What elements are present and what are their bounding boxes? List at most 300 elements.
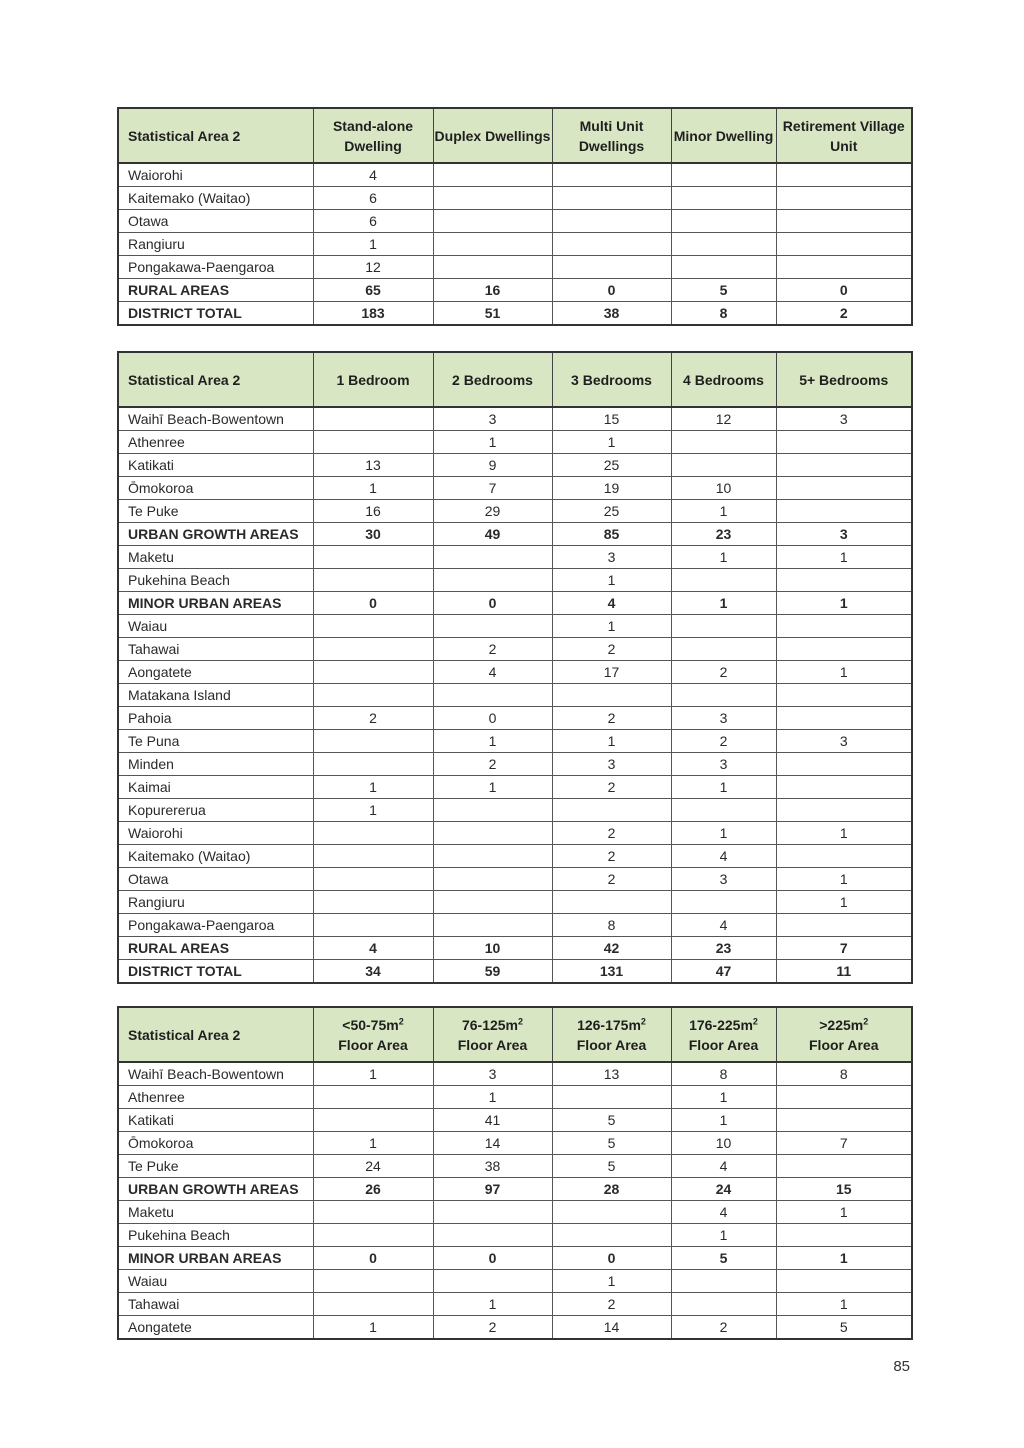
- area-name-cell: Athenree: [118, 1086, 313, 1109]
- value-cell: 1: [313, 477, 433, 500]
- value-cell: 85: [552, 523, 671, 546]
- table-row: [118, 546, 912, 569]
- value-cell: [313, 822, 433, 845]
- value-cell: [313, 730, 433, 753]
- value-cell: [671, 615, 776, 638]
- value-cell: [776, 454, 912, 477]
- value-cell: [552, 163, 671, 187]
- value-cell: [313, 431, 433, 454]
- value-cell: 10: [671, 1132, 776, 1155]
- value-cell: [671, 454, 776, 477]
- area-name-cell: Rangiuru: [118, 233, 313, 256]
- value-cell: 2: [433, 1316, 552, 1340]
- value-cell: 5: [671, 279, 776, 302]
- value-cell: [313, 1224, 433, 1247]
- value-cell: 2: [552, 638, 671, 661]
- table-row: [118, 1201, 912, 1224]
- area-name-cell: Maketu: [118, 546, 313, 569]
- value-cell: 16: [313, 500, 433, 523]
- area-name-cell: Waiorohi: [118, 822, 313, 845]
- column-header: Retirement Village Unit: [776, 108, 912, 163]
- area-name-cell: Aongatete: [118, 1316, 313, 1340]
- column-header: 5+ Bedrooms: [776, 352, 912, 407]
- value-cell: [313, 407, 433, 431]
- area-name-cell: Waiau: [118, 615, 313, 638]
- value-cell: 131: [552, 960, 671, 984]
- value-cell: 1: [313, 1132, 433, 1155]
- value-cell: 38: [552, 302, 671, 326]
- value-cell: 2: [433, 638, 552, 661]
- value-cell: 2: [313, 707, 433, 730]
- area-name-cell: Ōmokoroa: [118, 1132, 313, 1155]
- column-header: $176-225m^2$ Floor Area: [671, 1007, 776, 1062]
- table-row: [118, 776, 912, 799]
- value-cell: [433, 868, 552, 891]
- value-cell: 14: [433, 1132, 552, 1155]
- value-cell: 9: [433, 454, 552, 477]
- value-cell: 1: [776, 1201, 912, 1224]
- value-cell: [433, 684, 552, 707]
- value-cell: 47: [671, 960, 776, 984]
- total-row: [118, 960, 912, 984]
- value-cell: [313, 661, 433, 684]
- column-header: Duplex Dwellings: [433, 108, 552, 163]
- value-cell: [776, 684, 912, 707]
- value-cell: 3: [671, 753, 776, 776]
- value-cell: 2: [433, 753, 552, 776]
- area-name-cell: MINOR URBAN AREAS: [118, 1247, 313, 1270]
- table-row: [118, 1109, 912, 1132]
- table-row: [118, 615, 912, 638]
- value-cell: 16: [433, 279, 552, 302]
- value-cell: [776, 638, 912, 661]
- value-cell: [313, 1293, 433, 1316]
- bedroom-count-table: [117, 351, 913, 984]
- area-name-cell: Te Puna: [118, 730, 313, 753]
- value-cell: 4: [671, 1155, 776, 1178]
- area-name-cell: DISTRICT TOTAL: [118, 960, 313, 984]
- area-name-cell: Waiau: [118, 1270, 313, 1293]
- value-cell: [433, 822, 552, 845]
- value-cell: 12: [671, 407, 776, 431]
- value-cell: 3: [552, 546, 671, 569]
- value-cell: [671, 1270, 776, 1293]
- value-cell: [313, 1086, 433, 1109]
- table-row: [118, 638, 912, 661]
- value-cell: 17: [552, 661, 671, 684]
- value-cell: [671, 1293, 776, 1316]
- value-cell: 1: [671, 1109, 776, 1132]
- column-header: 1 Bedroom: [313, 352, 433, 407]
- value-cell: 3: [433, 1062, 552, 1086]
- total-row: [118, 523, 912, 546]
- value-cell: 41: [433, 1109, 552, 1132]
- value-cell: 1: [552, 730, 671, 753]
- area-name-cell: Kaitemako (Waitao): [118, 187, 313, 210]
- value-cell: [671, 256, 776, 279]
- value-cell: [552, 684, 671, 707]
- value-cell: [776, 845, 912, 868]
- value-cell: [552, 799, 671, 822]
- value-cell: 59: [433, 960, 552, 984]
- value-cell: 4: [313, 937, 433, 960]
- value-cell: 0: [433, 1247, 552, 1270]
- value-cell: [433, 914, 552, 937]
- value-cell: 1: [671, 1224, 776, 1247]
- value-cell: [313, 891, 433, 914]
- area-name-cell: Aongatete: [118, 661, 313, 684]
- value-cell: 2: [552, 868, 671, 891]
- value-cell: 3: [671, 707, 776, 730]
- value-cell: [671, 163, 776, 187]
- value-cell: [776, 210, 912, 233]
- value-cell: 1: [776, 822, 912, 845]
- value-cell: [671, 891, 776, 914]
- area-name-cell: Te Puke: [118, 1155, 313, 1178]
- value-cell: 0: [313, 1247, 433, 1270]
- value-cell: [776, 256, 912, 279]
- value-cell: 49: [433, 523, 552, 546]
- value-cell: 2: [776, 302, 912, 326]
- value-cell: [313, 684, 433, 707]
- value-cell: [552, 233, 671, 256]
- area-name-cell: Waihī Beach-Bowentown: [118, 407, 313, 431]
- column-header: Multi Unit Dwellings: [552, 108, 671, 163]
- value-cell: 97: [433, 1178, 552, 1201]
- value-cell: 15: [552, 407, 671, 431]
- value-cell: 25: [552, 500, 671, 523]
- table-row: [118, 1155, 912, 1178]
- value-cell: 2: [552, 707, 671, 730]
- area-name-cell: Rangiuru: [118, 891, 313, 914]
- value-cell: 7: [776, 937, 912, 960]
- value-cell: [313, 546, 433, 569]
- value-cell: [433, 187, 552, 210]
- value-cell: 51: [433, 302, 552, 326]
- value-cell: 0: [433, 707, 552, 730]
- total-row: [118, 937, 912, 960]
- value-cell: 1: [433, 730, 552, 753]
- area-name-cell: Te Puke: [118, 500, 313, 523]
- value-cell: [776, 1086, 912, 1109]
- value-cell: 5: [671, 1247, 776, 1270]
- table-row: [118, 661, 912, 684]
- value-cell: [313, 753, 433, 776]
- area-name-cell: URBAN GROWTH AREAS: [118, 523, 313, 546]
- table-row: [118, 500, 912, 523]
- area-name-cell: Kopurererua: [118, 799, 313, 822]
- value-cell: 0: [313, 592, 433, 615]
- value-cell: 8: [776, 1062, 912, 1086]
- value-cell: 1: [776, 868, 912, 891]
- value-cell: 4: [313, 163, 433, 187]
- table-row: [118, 868, 912, 891]
- dwelling-type-table: [117, 107, 913, 326]
- value-cell: 10: [671, 477, 776, 500]
- table-row: [118, 1086, 912, 1109]
- area-name-cell: Tahawai: [118, 638, 313, 661]
- total-row: [118, 1247, 912, 1270]
- value-cell: 29: [433, 500, 552, 523]
- total-row: [118, 302, 912, 326]
- column-header: Statistical Area 2: [118, 108, 313, 163]
- value-cell: 1: [552, 431, 671, 454]
- value-cell: [776, 477, 912, 500]
- value-cell: [671, 799, 776, 822]
- value-cell: 13: [552, 1062, 671, 1086]
- value-cell: 2: [671, 1316, 776, 1340]
- area-name-cell: Kaitemako (Waitao): [118, 845, 313, 868]
- column-header: $76-125m^2$ Floor Area: [433, 1007, 552, 1062]
- value-cell: [776, 776, 912, 799]
- value-cell: 2: [552, 1293, 671, 1316]
- value-cell: [313, 638, 433, 661]
- value-cell: 19: [552, 477, 671, 500]
- value-cell: 1: [552, 569, 671, 592]
- value-cell: 1: [313, 799, 433, 822]
- value-cell: [776, 615, 912, 638]
- value-cell: [776, 163, 912, 187]
- area-name-cell: Pukehina Beach: [118, 569, 313, 592]
- value-cell: [552, 256, 671, 279]
- area-name-cell: Katikati: [118, 1109, 313, 1132]
- area-name-cell: Ōmokoroa: [118, 477, 313, 500]
- value-cell: [776, 500, 912, 523]
- value-cell: 2: [552, 776, 671, 799]
- value-cell: 0: [552, 1247, 671, 1270]
- value-cell: [776, 1270, 912, 1293]
- table-row: [118, 1316, 912, 1340]
- value-cell: 1: [433, 1293, 552, 1316]
- value-cell: 13: [313, 454, 433, 477]
- value-cell: 6: [313, 187, 433, 210]
- value-cell: [671, 638, 776, 661]
- value-cell: 1: [671, 546, 776, 569]
- value-cell: [552, 210, 671, 233]
- value-cell: [776, 1155, 912, 1178]
- value-cell: 26: [313, 1178, 433, 1201]
- value-cell: 183: [313, 302, 433, 326]
- value-cell: 24: [313, 1155, 433, 1178]
- area-name-cell: Pahoia: [118, 707, 313, 730]
- area-name-cell: Kaimai: [118, 776, 313, 799]
- area-name-cell: RURAL AREAS: [118, 279, 313, 302]
- value-cell: [776, 431, 912, 454]
- table-row: [118, 753, 912, 776]
- area-name-cell: Katikati: [118, 454, 313, 477]
- value-cell: 8: [552, 914, 671, 937]
- value-cell: 23: [671, 523, 776, 546]
- value-cell: 1: [671, 1086, 776, 1109]
- value-cell: 7: [776, 1132, 912, 1155]
- value-cell: [313, 1270, 433, 1293]
- value-cell: 5: [776, 1316, 912, 1340]
- value-cell: [313, 845, 433, 868]
- value-cell: 0: [433, 592, 552, 615]
- value-cell: 11: [776, 960, 912, 984]
- value-cell: 1: [313, 776, 433, 799]
- table-row: [118, 730, 912, 753]
- value-cell: [433, 891, 552, 914]
- value-cell: 7: [433, 477, 552, 500]
- value-cell: 1: [313, 233, 433, 256]
- table-row: [118, 210, 912, 233]
- value-cell: [313, 569, 433, 592]
- value-cell: [313, 868, 433, 891]
- value-cell: 30: [313, 523, 433, 546]
- value-cell: [776, 707, 912, 730]
- value-cell: 28: [552, 1178, 671, 1201]
- value-cell: [671, 431, 776, 454]
- value-cell: 1: [552, 1270, 671, 1293]
- table-row: [118, 187, 912, 210]
- value-cell: [433, 615, 552, 638]
- table-row: [118, 233, 912, 256]
- value-cell: 3: [433, 407, 552, 431]
- table-row: [118, 822, 912, 845]
- value-cell: 4: [671, 914, 776, 937]
- value-cell: [552, 187, 671, 210]
- value-cell: 1: [776, 891, 912, 914]
- area-name-cell: Otawa: [118, 210, 313, 233]
- column-header: Minor Dwelling: [671, 108, 776, 163]
- area-name-cell: DISTRICT TOTAL: [118, 302, 313, 326]
- value-cell: 1: [776, 1247, 912, 1270]
- value-cell: 2: [552, 822, 671, 845]
- value-cell: 42: [552, 937, 671, 960]
- value-cell: 1: [313, 1062, 433, 1086]
- value-cell: 4: [433, 661, 552, 684]
- value-cell: 4: [671, 1201, 776, 1224]
- value-cell: 3: [552, 753, 671, 776]
- value-cell: [671, 684, 776, 707]
- value-cell: [433, 1270, 552, 1293]
- value-cell: [433, 1224, 552, 1247]
- value-cell: 1: [433, 1086, 552, 1109]
- column-header: $126-175m^2$ Floor Area: [552, 1007, 671, 1062]
- value-cell: [313, 615, 433, 638]
- value-cell: [313, 1201, 433, 1224]
- value-cell: 25: [552, 454, 671, 477]
- table-header-row: [118, 352, 912, 407]
- value-cell: [776, 569, 912, 592]
- column-header: Statistical Area 2: [118, 1007, 313, 1062]
- table-row: [118, 163, 912, 187]
- value-cell: [433, 845, 552, 868]
- table-row: [118, 1270, 912, 1293]
- area-name-cell: Minden: [118, 753, 313, 776]
- value-cell: [776, 1224, 912, 1247]
- total-row: [118, 279, 912, 302]
- value-cell: 34: [313, 960, 433, 984]
- area-name-cell: Tahawai: [118, 1293, 313, 1316]
- value-cell: 1: [313, 1316, 433, 1340]
- value-cell: 23: [671, 937, 776, 960]
- value-cell: 6: [313, 210, 433, 233]
- value-cell: 1: [671, 822, 776, 845]
- value-cell: [433, 546, 552, 569]
- value-cell: 1: [776, 592, 912, 615]
- table-row: [118, 1062, 912, 1086]
- value-cell: 2: [671, 661, 776, 684]
- value-cell: 1: [671, 592, 776, 615]
- value-cell: [433, 256, 552, 279]
- area-name-cell: Pongakawa-Paengaroa: [118, 256, 313, 279]
- value-cell: 8: [671, 302, 776, 326]
- value-cell: [776, 233, 912, 256]
- value-cell: 1: [776, 1293, 912, 1316]
- value-cell: [552, 1224, 671, 1247]
- value-cell: 1: [433, 776, 552, 799]
- value-cell: 2: [552, 845, 671, 868]
- value-cell: [313, 1109, 433, 1132]
- table-row: [118, 845, 912, 868]
- area-name-cell: MINOR URBAN AREAS: [118, 592, 313, 615]
- value-cell: 0: [552, 279, 671, 302]
- page-number: 85: [893, 1358, 910, 1375]
- table-row: [118, 914, 912, 937]
- value-cell: 3: [671, 868, 776, 891]
- floor-area-table: [117, 1006, 913, 1340]
- table-row: [118, 407, 912, 431]
- value-cell: [552, 1086, 671, 1109]
- value-cell: [433, 233, 552, 256]
- value-cell: 4: [552, 592, 671, 615]
- value-cell: [552, 1201, 671, 1224]
- area-name-cell: Athenree: [118, 431, 313, 454]
- table-row: [118, 569, 912, 592]
- column-header: 4 Bedrooms: [671, 352, 776, 407]
- value-cell: 65: [313, 279, 433, 302]
- value-cell: [671, 187, 776, 210]
- value-cell: 5: [552, 1109, 671, 1132]
- table-row: [118, 1293, 912, 1316]
- column-header: Stand-alone Dwelling: [313, 108, 433, 163]
- value-cell: 5: [552, 1132, 671, 1155]
- value-cell: [776, 753, 912, 776]
- value-cell: 4: [671, 845, 776, 868]
- column-header: $<50-75m^2$ Floor Area: [313, 1007, 433, 1062]
- table-header-row: [118, 1007, 912, 1062]
- value-cell: [776, 914, 912, 937]
- value-cell: 8: [671, 1062, 776, 1086]
- table-row: [118, 256, 912, 279]
- value-cell: [671, 569, 776, 592]
- column-header: 2 Bedrooms: [433, 352, 552, 407]
- column-header: $>225m^2$ Floor Area: [776, 1007, 912, 1062]
- value-cell: [776, 799, 912, 822]
- value-cell: 5: [552, 1155, 671, 1178]
- value-cell: [433, 163, 552, 187]
- value-cell: 10: [433, 937, 552, 960]
- value-cell: [671, 233, 776, 256]
- table-row: [118, 431, 912, 454]
- area-name-cell: Pukehina Beach: [118, 1224, 313, 1247]
- value-cell: [671, 210, 776, 233]
- value-cell: 3: [776, 730, 912, 753]
- value-cell: 3: [776, 407, 912, 431]
- area-name-cell: Maketu: [118, 1201, 313, 1224]
- total-row: [118, 592, 912, 615]
- value-cell: 1: [671, 500, 776, 523]
- column-header: 3 Bedrooms: [552, 352, 671, 407]
- value-cell: [776, 187, 912, 210]
- value-cell: 3: [776, 523, 912, 546]
- value-cell: 1: [552, 615, 671, 638]
- area-name-cell: RURAL AREAS: [118, 937, 313, 960]
- value-cell: [433, 569, 552, 592]
- value-cell: 1: [776, 546, 912, 569]
